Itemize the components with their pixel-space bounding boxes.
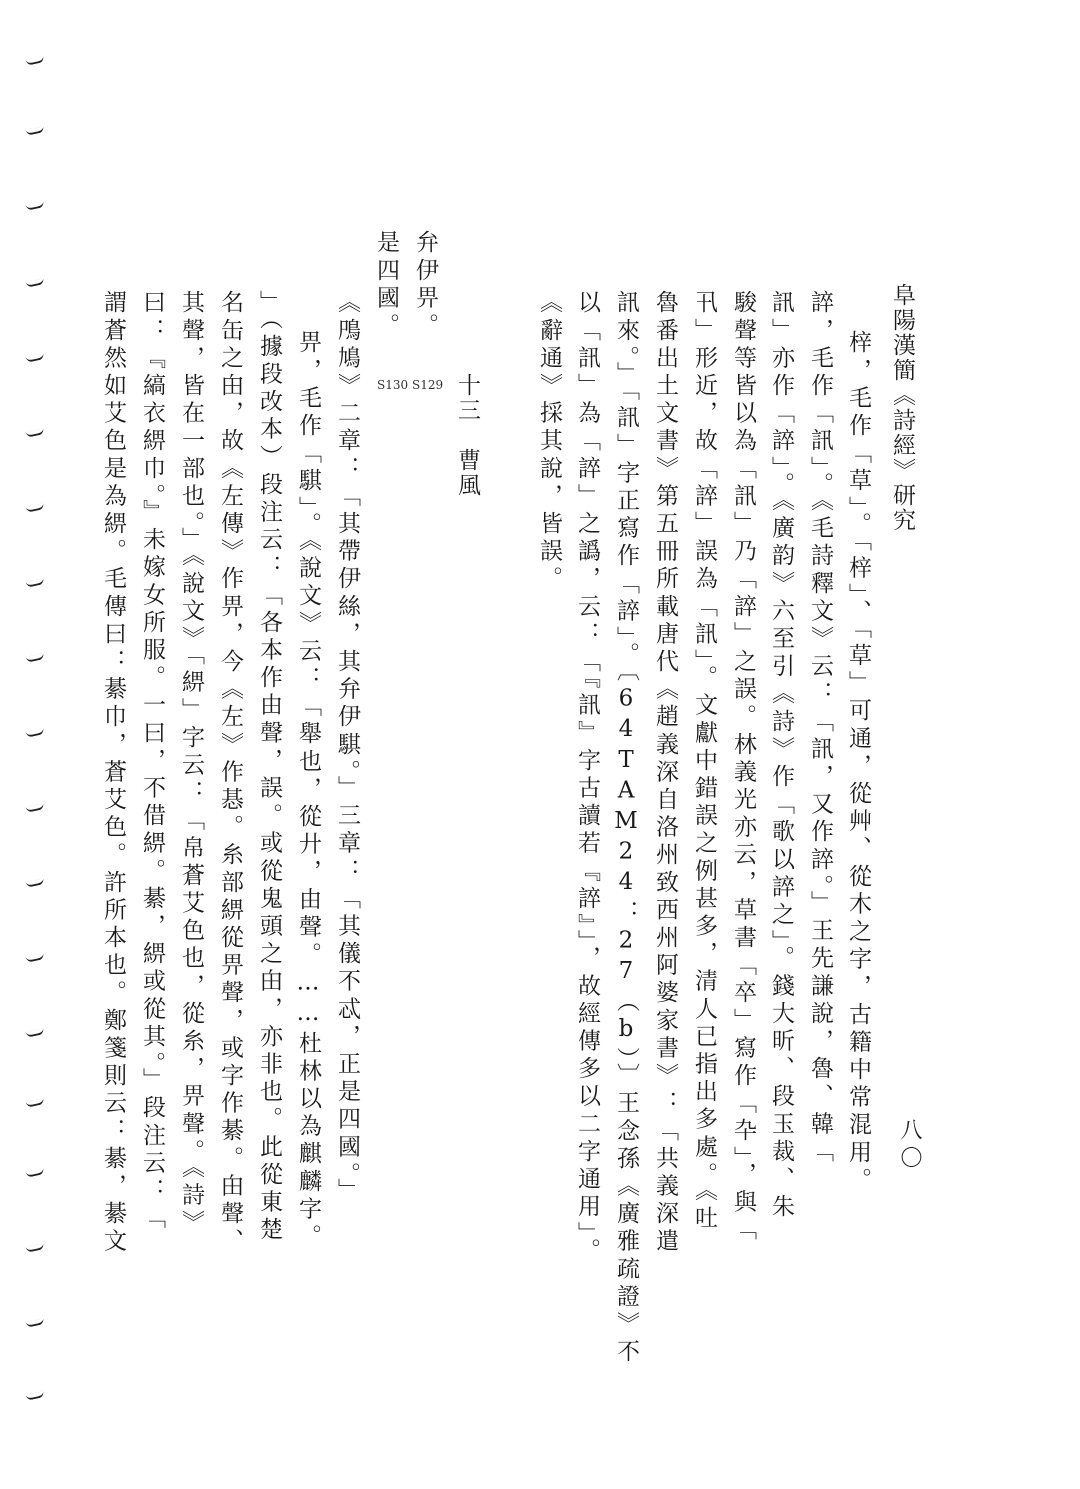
page-number: 八〇 <box>897 1118 922 1174</box>
binding-mark <box>26 1391 45 1401</box>
quote-line: 弁伊畀。 <box>412 230 438 341</box>
binding-mark <box>26 428 45 438</box>
binding-mark <box>26 1098 45 1108</box>
text-column: 訊來。」「訊」字正寫作「誶」。〔64TAM24：27（b）〕王念孫《廣雅疏證》不 <box>613 290 639 1367</box>
text-column: 名缶之甶，故《左傳》作畀，今《左》作惎。糸部綥從畀聲，或字作綦。甶聲、 <box>217 290 243 1256</box>
text-column: 駿聲等皆以為「訊」乃「誶」之誤。林義光亦云，草書「卒」寫作「卆」，與「 <box>730 290 756 1245</box>
binding-mark <box>26 653 45 663</box>
strip-code: S129 <box>412 378 444 392</box>
text-column: 畀，毛作「騏」。《說文》云：「舉也，從廾，由聲。……杜林以為麒麟字。 <box>295 330 321 1252</box>
text-column: 《鳲鳩》二章：「其帶伊絲，其弁伊騏。」三章：「其儀不忒，正是四國。」 <box>334 290 360 1206</box>
text-column: 」（據段改本）段注云：「各本作由聲，誤。或從鬼頭之甶，亦非也。此從東楚 <box>256 290 282 1245</box>
binding-mark <box>26 578 45 588</box>
running-head-title: 阜陽漢簡《詩經》研究 <box>889 283 915 533</box>
binding-mark <box>26 1318 45 1328</box>
binding-mark <box>26 503 45 513</box>
text-column: 訊」亦作「誶」。《廣韵》六至引《詩》作「歌以誶之」。錢大昕、段玉裁、朱 <box>768 290 794 1222</box>
text-column: 《辭通》採其說，皆誤。 <box>536 290 562 594</box>
text-column: 其聲，皆在一部也。」《說文》「綥」字云：「帛蒼艾色也，從糸，畀聲。《詩》 <box>178 290 204 1238</box>
text-column: 曰：『縞衣綥巾。』未嫁女所服。一曰，不借綥。綦，綥或從其。」段注云：「 <box>139 290 165 1233</box>
strip-code: S130 <box>377 378 409 392</box>
text-column: 誶，毛作「訊」。《毛詩釋文》云：「訊，又作誶。」王先謙說，魯、韓「 <box>807 290 833 1167</box>
text-column: 謂蒼然如艾色是為綥。毛傳曰：綦巾，蒼艾色。許所本也。鄭箋則云：綦，綦文 <box>100 290 126 1256</box>
text-column: 梓，毛作「草」。「梓」、「草」可通，從艸、從木之字，古籍中常混用。 <box>845 330 871 1195</box>
text-column: 魯番出土文書》第五冊所載唐代《趙義深自洛州致西州阿婆家書》：「共義深遣 <box>652 290 678 1256</box>
text-column: 卂」形近，故「誶」誤為「訊」。文獻中錯誤之例甚多，清人已指出多處。《吐 <box>691 290 717 1233</box>
binding-mark <box>26 126 45 136</box>
binding-mark <box>26 1243 45 1253</box>
text-column: 以「訊」為「誶」之譌，云：「『訊』字古讀若『誶』」，故經傳多以二字通用」。 <box>574 290 600 1266</box>
binding-mark <box>26 278 45 288</box>
section-title: 十三 曹風 <box>454 373 480 498</box>
binding-mark <box>26 878 45 888</box>
binding-mark <box>26 353 45 363</box>
binding-mark <box>26 803 45 813</box>
quote-line: 是四國。 <box>373 230 399 341</box>
binding-mark <box>26 728 45 738</box>
binding-mark <box>26 1028 45 1038</box>
binding-mark <box>26 953 45 963</box>
binding-mark <box>26 1168 45 1178</box>
binding-mark <box>26 201 45 211</box>
binding-mark <box>26 56 45 66</box>
